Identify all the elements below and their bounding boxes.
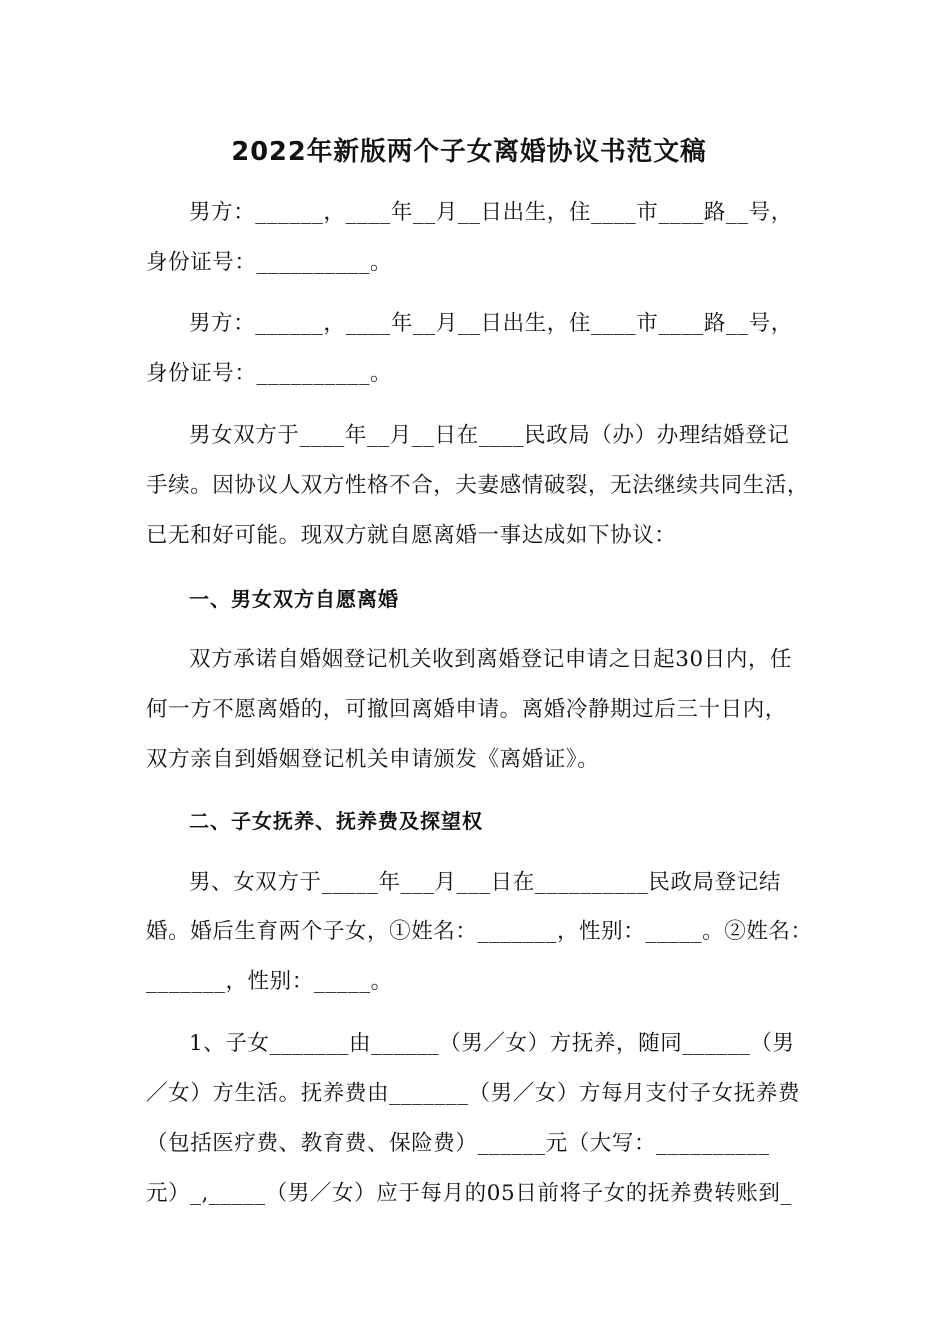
section-1-line-2: 何一方不愿离婚的，可撤回离婚申请。离婚冷静期过后三十日内， xyxy=(146,697,787,722)
section-1-heading: 一、男女双方自愿离婚 xyxy=(189,587,399,611)
intro-line-1: 男女双方于____年__月__日在____民政局（办）办理结婚登记 xyxy=(189,423,790,448)
section-2-item-1-line-4: 元）_,_____（男／女）应于每月的05日前将子女的抚养费转账到_ xyxy=(146,1181,792,1206)
section-2-heading: 二、子女抚养、抚养费及探望权 xyxy=(189,809,483,833)
section-2-item-1-line-3: （包括医疗费、教育费、保险费）______元（大写：__________ xyxy=(146,1131,770,1156)
section-2-para-1-line-1: 男、女双方于_____年___月___日在__________民政局登记结 xyxy=(189,870,781,895)
section-2-para-1-line-2: 婚。婚后生育两个子女，①姓名：_______，性别：_____。②姓名： xyxy=(146,919,813,944)
party-2-line-2: 身份证号：__________。 xyxy=(146,361,393,386)
party-1-line-2: 身份证号：__________。 xyxy=(146,250,393,275)
party-2-line-1: 男方：______，____年__月__日出生，住____市____路__号， xyxy=(189,311,793,336)
document-title: 2022年新版两个子女离婚协议书范文稿 xyxy=(231,137,707,167)
intro-line-3: 已无和好可能。现双方就自愿离婚一事达成如下协议： xyxy=(146,523,677,548)
section-2-para-1-line-3: _______，性别：_____。 xyxy=(146,969,393,994)
section-1-line-1: 双方承诺自婚姻登记机关收到离婚登记申请之日起30日内，任 xyxy=(189,647,793,672)
section-2-item-1-line-1: 1、子女_______由______（男／女）方抚养，随同______（男 xyxy=(189,1031,795,1056)
party-1-line-1: 男方：______，____年__月__日出生，住____市____路__号， xyxy=(189,200,793,225)
intro-line-2: 手续。因协议人双方性格不合，夫妻感情破裂，无法继续共同生活， xyxy=(146,473,810,498)
section-2-item-1-line-2: ／女）方生活。抚养费由_______（男／女）方每月支付子女抚养费 xyxy=(146,1081,801,1106)
section-1-line-3: 双方亲自到婚姻登记机关申请颁发《离婚证》。 xyxy=(146,747,600,772)
